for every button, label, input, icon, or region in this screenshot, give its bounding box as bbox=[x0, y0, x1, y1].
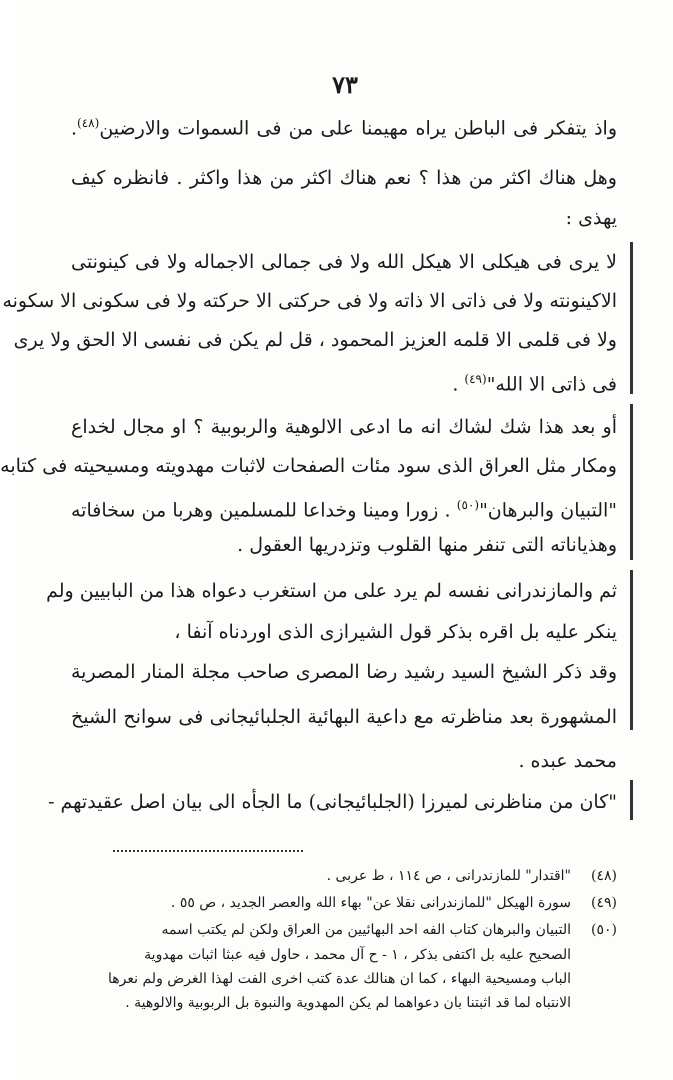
quote-margin-bar bbox=[630, 780, 633, 820]
body-line: ثم والمازندرانى نفسه لم يرد على من استغرب دعواه هذا من البابيين ولم bbox=[46, 580, 617, 602]
footnote-text: الانتباه لما قد اثبتنا بان دعواهما لم يكن المهدوية والنبوة بل الربوبية والالوهية . bbox=[125, 995, 571, 1011]
footnote bbox=[71, 866, 617, 887]
body-line: الاكينونته ولا فى ذاتى الا ذاته ولا فى حركتى الا حركته ولا فى سكونى الا سكونه bbox=[2, 290, 617, 312]
page-number: ٧٣ bbox=[332, 70, 358, 99]
footnote-ref: (٤٩) bbox=[464, 372, 487, 386]
footnote-text: "اقتدار" للمازندرانى ، ص ١١٤ ، ط عربى . bbox=[326, 868, 571, 884]
body-line: يهذى : bbox=[565, 207, 617, 229]
footnote-ref: (٤٨) bbox=[77, 116, 100, 130]
line-text: فى ذاتى الا الله" bbox=[486, 373, 617, 396]
footnote bbox=[71, 969, 617, 990]
footnote-ref: (٥٠) bbox=[456, 498, 480, 512]
body-line: "كان من مناظرنى لميرزا (الجلبائيجانى) ما الجأه الى بيان اصل عقيدتهم - bbox=[48, 791, 617, 813]
footnote bbox=[71, 945, 617, 966]
body-line bbox=[71, 364, 617, 399]
footnote-text: التبيان والبرهان كتاب الفه احد البهائيين من العراق ولكن لم يكتب اسمه bbox=[161, 922, 571, 938]
line-end: . زورا ومينا وخداعا للمسلمين وهربا من سخافاته bbox=[71, 499, 457, 522]
footnote bbox=[71, 920, 617, 941]
body-line: ينكر عليه بل اقره بذكر قول الشيرازى الذى اوردناه آنفا ، bbox=[174, 621, 617, 643]
body-line: ومكار مثل العراق الذى سود مئات الصفحات لاثبات مهدويته ومسيحيته فى كتابه bbox=[0, 455, 617, 477]
body-line bbox=[71, 108, 617, 143]
line-text: "التبيان والبرهان" bbox=[479, 499, 618, 522]
body-line: ولا فى قلمى الا قلمه العزيز المحمود ، قل لم يكن فى نفسى الا الحق ولا يرى bbox=[13, 329, 617, 351]
body-line: المشهورة بعد مناظرته مع داعية البهائية الجلبائيجانى فى سوانح الشيخ bbox=[71, 706, 617, 728]
body-line: وقد ذكر الشيخ السيد رشيد رضا المصرى صاحب مجلة المنار المصرية bbox=[71, 661, 617, 683]
quote-margin-bar bbox=[630, 242, 633, 394]
footnote-number: (٤٩) bbox=[591, 895, 617, 911]
footnote-text: الباب ومسيحية البهاء ، كما ان هنالك عدة كتب اخرى الفت لهذا الغرض ولم نعرها bbox=[108, 971, 571, 987]
body-line: وهذياناته التى تنفر منها القلوب وتزدريها العقول . bbox=[237, 534, 617, 556]
footnote-text: سورة الهيكل "للمازندرانى نقلا عن" بهاء الله والعصر الجديد ، ص ٥٥ . bbox=[170, 895, 571, 911]
quote-margin-bar bbox=[630, 570, 633, 730]
quote-margin-bar bbox=[630, 404, 633, 560]
footnote bbox=[71, 993, 617, 1014]
line-end: . bbox=[452, 373, 465, 396]
line-text: واذ يتفكر فى الباطن يراه مهيمنا على من فى السموات والارضين bbox=[99, 117, 617, 140]
footnote-text: الصحيح عليه بل اكتفى بذكر ، ١ - ح آل محمد ، حاول فيه عبثا اثبات مهدوية bbox=[144, 947, 571, 963]
body-line: لا يرى فى هيكلى الا هيكل الله ولا فى جمالى الاجماله ولا فى كينونتى bbox=[71, 251, 617, 273]
footnote-number: (٥٠) bbox=[591, 922, 617, 938]
footnote bbox=[71, 893, 617, 914]
body-line: وهل هناك اكثر من هذا ؟ نعم هناك اكثر من هذا واكثر . فانظره كيف bbox=[71, 167, 617, 189]
body-line: أو بعد هذا شك لشاك انه ما ادعى الالوهية والربوبية ؟ او مجال لخداع bbox=[71, 416, 617, 438]
body-line: محمد عبده . bbox=[518, 750, 617, 772]
line-end: . bbox=[71, 117, 78, 140]
footnote-separator bbox=[113, 850, 303, 852]
footnote-number: (٤٨) bbox=[591, 868, 617, 884]
body-line bbox=[71, 490, 617, 525]
